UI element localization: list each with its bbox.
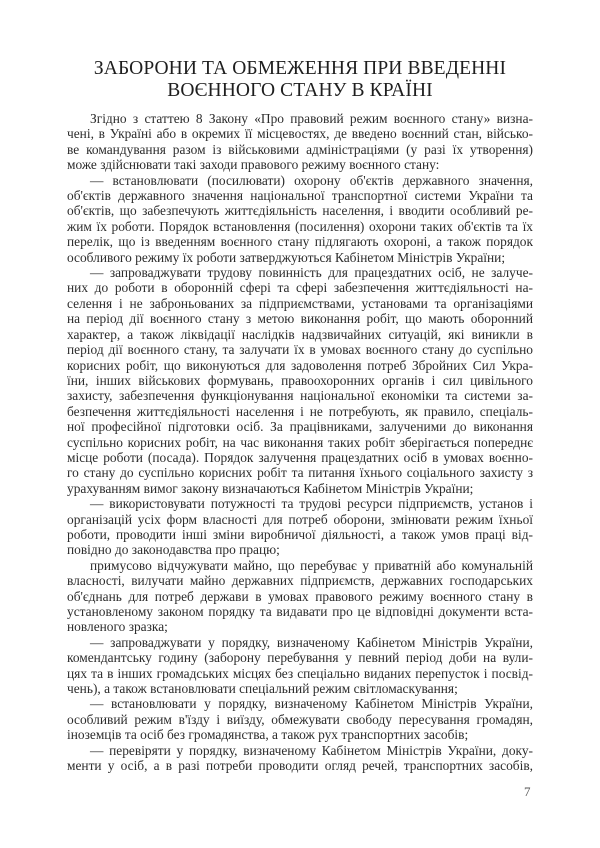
text-line: місце роботи (посада). Порядок залучення працездатних осіб в умовах воєнно- [67, 449, 533, 465]
text-line: го стану до суспільно корисних робіт та питання їхнього соціального захисту з [67, 465, 533, 481]
text-line: особливий режим в'їзду і виїзду, обмежувати свободу пересування громадян, [67, 711, 533, 727]
text-line: — перевіряти у порядку, визначеному Кабінетом Міністрів України, доку- [90, 742, 533, 758]
text-line: новленого зразка; [67, 619, 168, 635]
text-line: безпечення життєдіяльності населення і не потребують, як правило, спеціаль- [67, 403, 533, 419]
text-line: цях та в інших громадських місцях без спеціально виданих перепусток і посвід- [67, 665, 533, 681]
text-line: установленому законом порядку та видавати про це відповідні документи вста- [67, 604, 533, 619]
text-line: Згідно з статтею 8 Закону «Про правовий режим воєнного стану» визна- [90, 111, 533, 126]
text-line: комендантську годину (заборону перебування у певний період доби на вули- [67, 650, 533, 666]
text-line: них до роботи в оборонній сфері та сфері забезпечення життєдіяльності на- [67, 280, 533, 296]
text-line: їни, інших військових формувань, правоохоронних органів і сил цивільного [67, 372, 533, 388]
text-line: роботи, проводити інші зміни виробничої діяльності, а також умов праці від- [67, 526, 533, 542]
text-line: чені, в Україні або в окремих її місцевостях, де введено воєнний стан, військо- [67, 126, 533, 142]
text-line: організацій усіх форм власності для потреб оборони, змінювати режим їхньої [67, 511, 533, 527]
page-title [60, 58, 540, 102]
page-number: 7 [524, 784, 531, 799]
text-line: примусово відчужувати майно, що перебуває у приватній або комунальній [90, 557, 533, 573]
text-line: ної професійної підготовки осіб. За працівниками, залученими до виконання [67, 419, 533, 435]
text-line: жим їх роботи. Порядок встановлення (посилення) охорони таких об'єктів та їх [67, 218, 533, 234]
text-line: період дії воєнного стану, та залучати їх в умовах воєнного стану до суспільно [67, 342, 533, 358]
title-line-1: ЗАБОРОНИ ТА ОБМЕЖЕННЯ ПРИ ВВЕДЕННІ [93, 58, 507, 79]
text-line: урахуванням вимог закону визначаються Кабінетом Міністрів України; [67, 480, 474, 496]
body-text [67, 111, 533, 773]
text-line: власності, вилучати майно державних підприємств, державних господарських [67, 573, 533, 589]
text-line: характер, а також ліквідації наслідків надзвичайних ситуацій, які виникли в [67, 326, 533, 342]
text-line: суспільно корисних робіт, на час виконання таких робіт зберігається попереднє [67, 434, 533, 450]
text-line: перелік, що із введенням воєнного стану підлягають охороні, а також порядок [67, 234, 533, 250]
text-line: — встановлювати (посилювати) охорону об'єктів державного значення, [90, 172, 533, 188]
text-line: особливого режиму їх роботи затверджуються Кабінетом Міністрів України; [67, 249, 506, 265]
text-line: — запроваджувати у порядку, визначеному Кабінетом Міністрів України, [90, 634, 533, 650]
text-line: об'єктів державного значення національної транспортної системи України та [67, 188, 533, 204]
text-line: може здійснювати такі заходи правового режиму воєнного стану: [67, 157, 440, 173]
text-line: корисних робіт, що виконуються для задоволення потреб Збройних Сил Укра- [67, 357, 533, 373]
text-line: чень), а також встановлювати спеціальний режим світломаскування; [67, 681, 458, 697]
text-line: на період дії воєнного стану з метою виконання робіт, що мають оборонний [67, 311, 533, 327]
title-line-2: ВОЄННОГО СТАНУ В КРАЇНІ [167, 80, 433, 101]
text-line: менти у осіб, а в разі потреби проводити огляд речей, транспортних засобів, [67, 758, 533, 774]
text-line: захисту, забезпечення функціонування національної економіки та системи за- [67, 388, 533, 404]
text-line: повідно до законодавства про працю; [67, 542, 280, 558]
text-line: — використовувати потужності та трудові ресурси підприємств, установ і [90, 496, 533, 512]
text-line: іноземців та осіб без громадянства, а також рух транспортних засобів; [67, 727, 469, 743]
text-line: ве командування разом із військовими адміністраціями (у разі їх утворення) [67, 141, 533, 157]
text-line: об'єднань для потреб держави в умовах правового режиму воєнного стану в [67, 588, 533, 604]
text-line: — встановлювати у порядку, визначеному Кабінетом Міністрів України, [90, 696, 533, 712]
text-line: об'єктів, що забезпечують життєдіяльність населення, і вводити особливий ре- [67, 203, 533, 219]
text-line: селення і не заброньованих за підприємствами, установами та організаціями [67, 295, 533, 311]
text-line: — запроваджувати трудову повинність для працездатних осіб, не залуче- [90, 265, 533, 281]
